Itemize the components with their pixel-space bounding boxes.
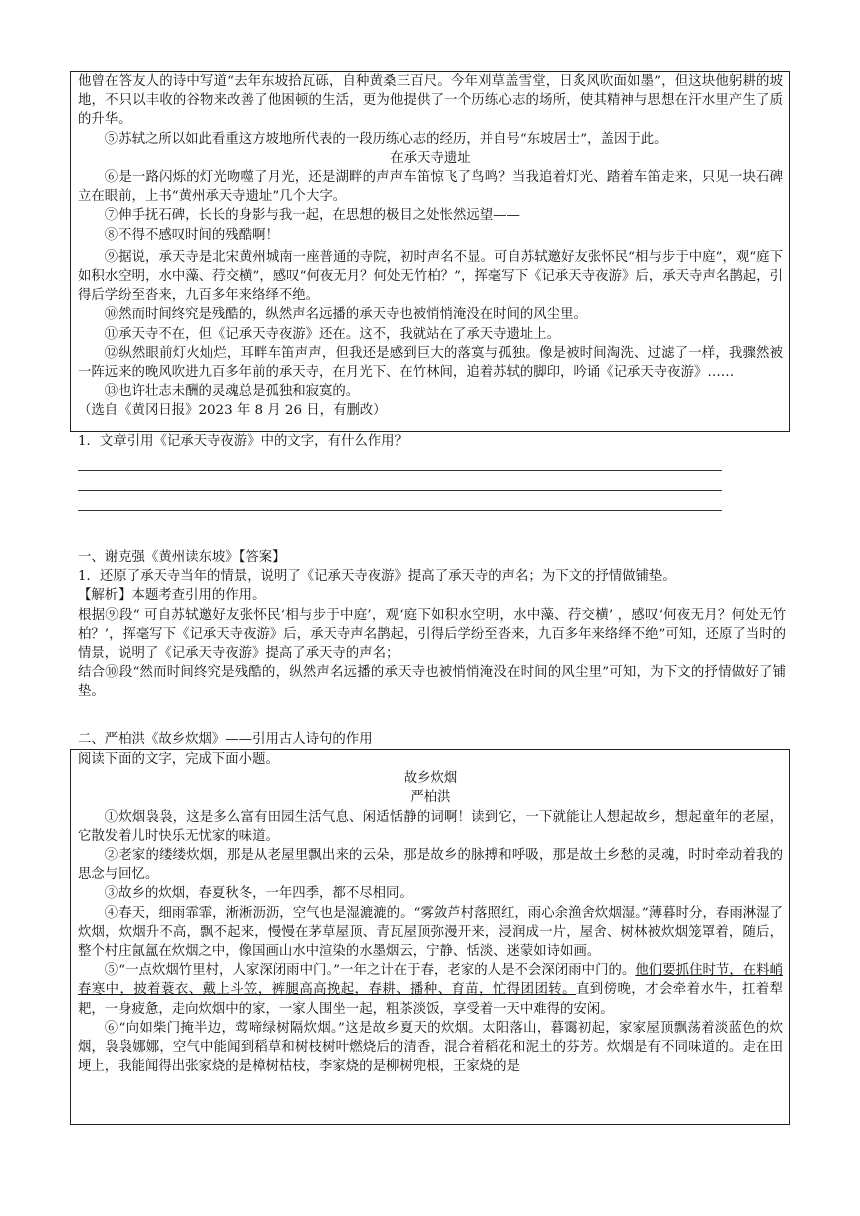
paragraph: ⑨据说，承天寺是北宋黄州城南一座普通的寺院，初时声名不显。可自苏轼邀好友张怀民“相与步于中庭”，观“庭下如积水空明，水中藻、荇交横”，感叹“何夜无月？何处无竹柏？”，挥毫写下《记承天寺夜游》后，承天寺声名鹊起，引得后学纷至沓来，九百多年来络绎不绝。 [78,249,783,304]
paragraph: ⑥“向如柴门掩半边，莺啼绿树隔炊烟。”这是故乡夏天的炊烟。太阳落山，暮霭初起，家家屋顶飘荡着淡蓝色的炊烟，袅袅娜娜，空气中能闻到稻草和树枝树叶燃烧后的清香，混合着稻花和泥土的芬芳。炊烟是有不同味道的。走在田埂上，我能闻得出张家烧的是樟树枯枝，李家烧的是柳树兜根，王家烧的是 [78,1020,783,1075]
analysis-text: 结合⑩段“然而时间终究是残酷的，纵然声名远播的承天寺也被悄悄淹没在时间的风尘里”可知，为下文的抒情做好了铺垫。 [78,665,786,700]
paragraph: ⑥是一路闪烁的灯光吻噬了月光，还是湖畔的声声车笛惊飞了鸟鸣？当我追着灯光、踏着车笛走来，只见一块石碑立在眼前，上书“黄州承天寺遗址”几个大字。 [78,170,783,205]
paragraph: ⑬也许壮志未酬的灵魂总是孤独和寂寞的。 [104,384,360,400]
section-title: 一、谢克强《黄州读东坡》【答案】 [78,550,286,565]
paragraph: ⑤苏轼之所以如此看重这方坡地所代表的一段历练心志的经历，并自号“东坡居士”，盖因于此。 [104,131,668,147]
answer-section-1 [78,548,786,702]
answer-text: 1．还原了承天寺当年的情景，说明了《记承天寺夜游》提高了承天寺的声名；为下文的抒情做铺垫。 [78,569,676,585]
analysis-label: 【解析】本题考查引用的作用。 [78,588,266,604]
paragraph-part: 直到傍晚，才会牵着水牛，扛着犁耙，一身疲惫，走向炊烟中的家，一家人围坐一起，粗茶淡饭，享受着一天中难得的安闲。 [78,982,784,1017]
subheading: 在承天寺遗址 [390,150,471,166]
paragraph: ⑦伸手抚石碑，长长的身影与我一起，在思想的极目之处怅然远望—— [104,208,520,224]
section-2-header [78,730,786,749]
paragraph: ①炊烟袅袅，这是多么富有田园生活气息、闲适恬静的词啊！读到它，一下就能让人想起故乡，想起童年的老屋，它散发着儿时快乐无忧家的味道。 [78,809,783,844]
passage-box-1 [70,71,790,432]
source-note: （选自《黄冈日报》2023 年 8 月 26 日，有删改） [78,403,387,419]
paragraph: ③故乡的炊烟，春夏秋冬，一年四季，都不尽相同。 [104,886,413,902]
author: 严柏洪 [410,790,451,806]
question-text: 1．文章引用《记承天寺夜游》中的文字，有什么作用？ [78,434,408,449]
paragraph [78,961,783,1019]
passage-box-2 [70,749,790,1125]
answer-line[interactable] [78,471,722,491]
instruction: 阅读下面的文字，完成下面小题。 [78,752,279,767]
answer-line[interactable] [78,491,722,511]
paragraph: ⑫纵然眼前灯火灿烂，耳畔车笛声声，但我还是感到巨大的落寞与孤独。像是被时间淘洗、过滤了一样，我骤然被一阵远来的晚风吹进九百多年前的承天寺，在月光下、在竹林间，追着苏轼的脚印，吟诵《记承天寺夜游》…… [78,345,783,381]
paragraph: ⑩然而时间终究是残酷的，纵然声名远播的承天寺也被悄悄淹没在时间的风尘里。 [104,307,587,323]
paragraph-part: ⑤“一点炊烟竹里村，人家深闭雨中门。”一年之计在于春，老家的人是不会深闭雨中门的。 [104,963,636,979]
paragraph: ⑪承天寺不在，但《记承天寺夜游》还在。这不，我就站在了承天寺遗址上。 [104,326,561,342]
paragraph: 他曾在答友人的诗中写道“去年东坡拾瓦砾，自种黄桑三百尺。今年刈草盖雪堂，日炙风吹面如墨”，但这块他躬耕的坡地，不只以丰收的谷物来改善了他困顿的生活，更为他提供了一个历练心志的场所，使其精神与思想在汗水里产生了质的升华。 [78,74,783,128]
analysis-text: 根据⑨段“ 可自苏轼邀好友张怀民‘相与步于中庭’，观‘庭下如积水空明，水中藻、荇交横’ ，感叹‘何夜无月？何处无竹柏？’，挥毫写下《记承天寺夜游》后，承天寺声名鹊起，引得后学纷至沓来，九百多年来络绎不绝”可知，还原了当时的情景，说明了《记承天寺夜游》提高了承天寺的声名； [78,607,786,662]
paragraph: ④春天，细雨霏霏，淅淅沥沥，空气也是湿漉漉的。“雾敛芦村落照红，雨心余渔舍炊烟湿。”薄暮时分，春雨淋湿了炊烟，炊烟升不高，飘不起来，慢慢在茅草屋顶、青瓦屋顶弥漫开来，浸润成一片，屋舍、树林被炊烟笼罩着，随后，整个村庄氤氲在炊烟之中，像国画山水中渲染的水墨烟云，宁静、恬淡、迷蒙如诗如画。 [78,905,783,960]
underlined-sentence: 他们要抓住时节，在料峭春寒中，披着蓑衣、戴上斗笠，裤腿高高挽起，春耕、播种、育苗，忙得团团转。 [78,963,783,998]
question-1 [78,432,786,511]
paragraph: ⑧不得不感叹时间的残酷啊！ [104,227,279,243]
paragraph: ②老家的缕缕炊烟，那是从老屋里飘出来的云朵，那是故乡的脉搏和呼吸，那是故土乡愁的灵魂，时时牵动着我的思念与回忆。 [78,848,783,883]
article-title: 故乡炊烟 [403,771,458,787]
section-title: 二、严柏洪《故乡炊烟》——引用古人诗句的作用 [78,732,373,747]
answer-line[interactable] [78,451,722,471]
